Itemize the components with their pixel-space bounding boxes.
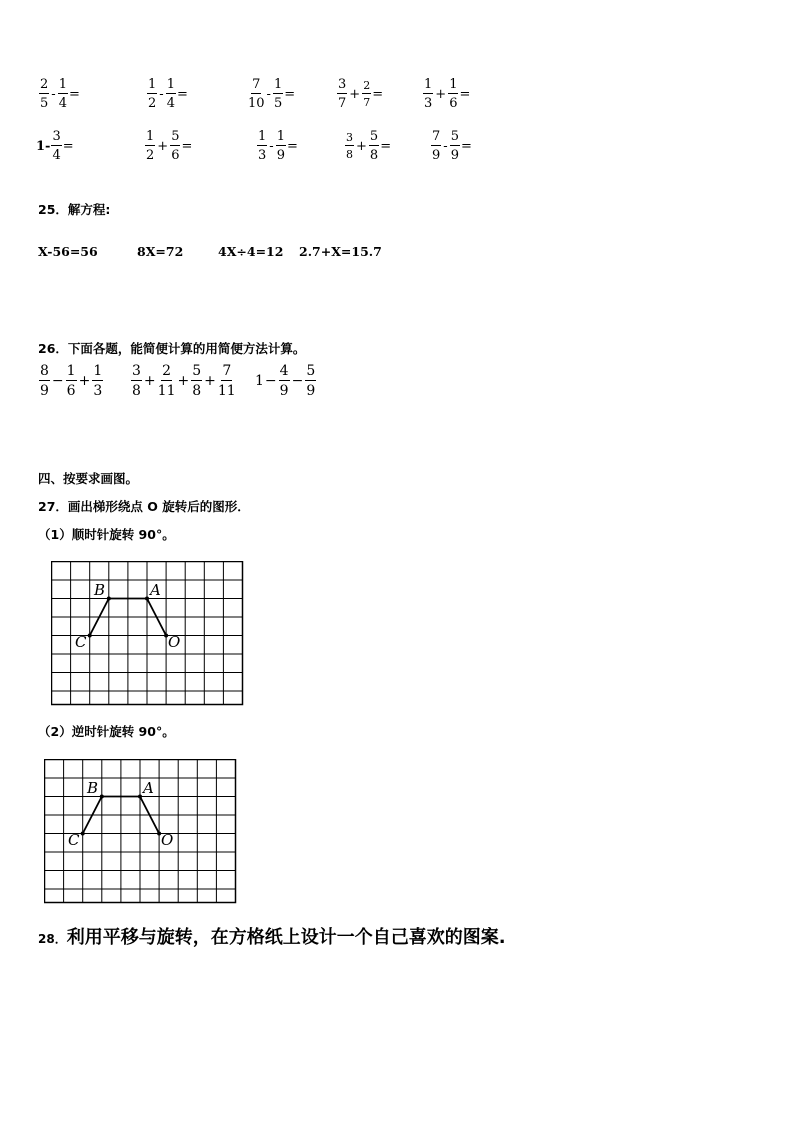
point-c: [81, 832, 85, 836]
fraction: $\frac{4}{9}$: [279, 363, 289, 399]
fraction: $\frac{2}{11}$: [157, 363, 176, 399]
calc-expression: $\frac{8}{9}$ − $\frac{1}{6}$ + $\frac{1}{3}$: [40, 363, 103, 399]
calc-expression: $\frac{7}{10}$ - $\frac{1}{5}$ =: [248, 77, 296, 111]
point-a: [145, 597, 149, 601]
calc-expression: $\frac{2}{5}$ - $\frac{1}{4}$ =: [40, 77, 80, 111]
fraction: $\frac{2}{5}$: [40, 77, 49, 111]
fraction: $\frac{5}{8}$: [369, 129, 379, 163]
fraction: $\frac{7}{9}$: [432, 129, 441, 163]
question-27-part1: （1）顺时针旋转 90°。: [38, 527, 175, 542]
label-c: C: [68, 831, 80, 849]
fraction: $\frac{5}{9}$: [306, 363, 316, 399]
point-c: [88, 634, 92, 638]
fraction: $\frac{3}{8}$: [132, 363, 141, 399]
point-b: [100, 795, 104, 799]
fraction: $\frac{1}{4}$: [166, 77, 175, 111]
question-27-title: 27．画出梯形绕点 O 旋转后的图形．: [38, 499, 250, 514]
fraction: $\frac{1}{4}$: [58, 77, 67, 111]
label-b: B: [94, 581, 106, 599]
equation: 4X÷4=12: [218, 244, 284, 259]
fraction: $\frac{1}{3}$: [93, 363, 103, 399]
calc-expression: $\frac{3}{7}$ + $\frac{2}{7}$ =: [338, 77, 384, 111]
label-b: B: [87, 779, 99, 797]
equation: X-56=56: [38, 244, 98, 259]
grid-figure-1: [51, 561, 245, 707]
fraction: $\frac{1}{2}$: [146, 129, 155, 163]
label-o: O: [168, 633, 181, 651]
question-number: 28．: [38, 932, 67, 946]
fraction: $\frac{3}{7}$: [338, 77, 347, 111]
calc-expression: $\frac{1}{3}$ - $\frac{1}{9}$ =: [258, 129, 298, 163]
calc-expression: 1 − $\frac{4}{9}$ − $\frac{5}{9}$: [255, 363, 316, 399]
calc-expression: 1- $\frac{3}{4}$ =: [36, 129, 74, 163]
label-o: O: [161, 831, 174, 849]
fraction: $\frac{5}{6}$: [171, 129, 180, 163]
point-b: [107, 597, 111, 601]
calc-expression: $\frac{3}{8}$ + $\frac{5}{8}$ =: [346, 129, 392, 163]
calc-expression: $\frac{3}{8}$ + $\frac{2}{11}$ + $\frac{5}{8}$ + $\frac{7}{11}$: [132, 363, 236, 399]
fraction: $\frac{5}{8}$: [192, 363, 202, 399]
fraction: $\frac{8}{9}$: [40, 363, 49, 399]
label-c: C: [75, 633, 87, 651]
fraction: $\frac{1}{3}$: [258, 129, 267, 163]
calc-expression: $\frac{7}{9}$ - $\frac{5}{9}$ =: [432, 129, 472, 163]
fraction: $\frac{3}{4}$: [52, 129, 61, 163]
point-a: [138, 795, 142, 799]
equation: 8X=72: [137, 244, 184, 259]
question-26-title: 26．下面各题，能简便计算的用简便方法计算。: [38, 341, 306, 356]
fraction: $\frac{7}{11}$: [217, 363, 236, 399]
fraction: $\frac{1}{6}$: [66, 363, 76, 399]
fraction: $\frac{7}{10}$: [248, 77, 265, 111]
question-27-part2: （2）逆时针旋转 90°。: [38, 724, 175, 739]
equation: 2.7+X=15.7: [299, 244, 382, 259]
question-28: [38, 923, 506, 949]
label-a: A: [150, 581, 161, 599]
fraction: $\frac{1}{5}$: [273, 77, 283, 111]
fraction: $\frac{1}{9}$: [276, 129, 285, 163]
fraction: $\frac{5}{9}$: [450, 129, 459, 163]
question-25-title: 25．解方程:: [38, 202, 111, 217]
fraction: $\frac{1}{3}$: [424, 77, 433, 111]
fraction: $\frac{3}{8}$: [346, 131, 353, 161]
fraction: $\frac{1}{2}$: [148, 77, 157, 111]
calc-expression: $\frac{1}{2}$ + $\frac{5}{6}$ =: [146, 129, 193, 163]
grid-figure-2: [44, 759, 238, 905]
calc-expression: $\frac{1}{3}$ + $\frac{1}{6}$ =: [424, 77, 471, 111]
label-a: A: [143, 779, 154, 797]
fraction: $\frac{1}{6}$: [449, 77, 458, 111]
section-title: 四、按要求画图。: [38, 471, 139, 486]
fraction: $\frac{2}{7}$: [363, 79, 371, 109]
question-28-text: 利用平移与旋转，在方格纸上设计一个自己喜欢的图案.: [66, 927, 506, 948]
calc-expression: $\frac{1}{2}$ - $\frac{1}{4}$ =: [148, 77, 188, 111]
